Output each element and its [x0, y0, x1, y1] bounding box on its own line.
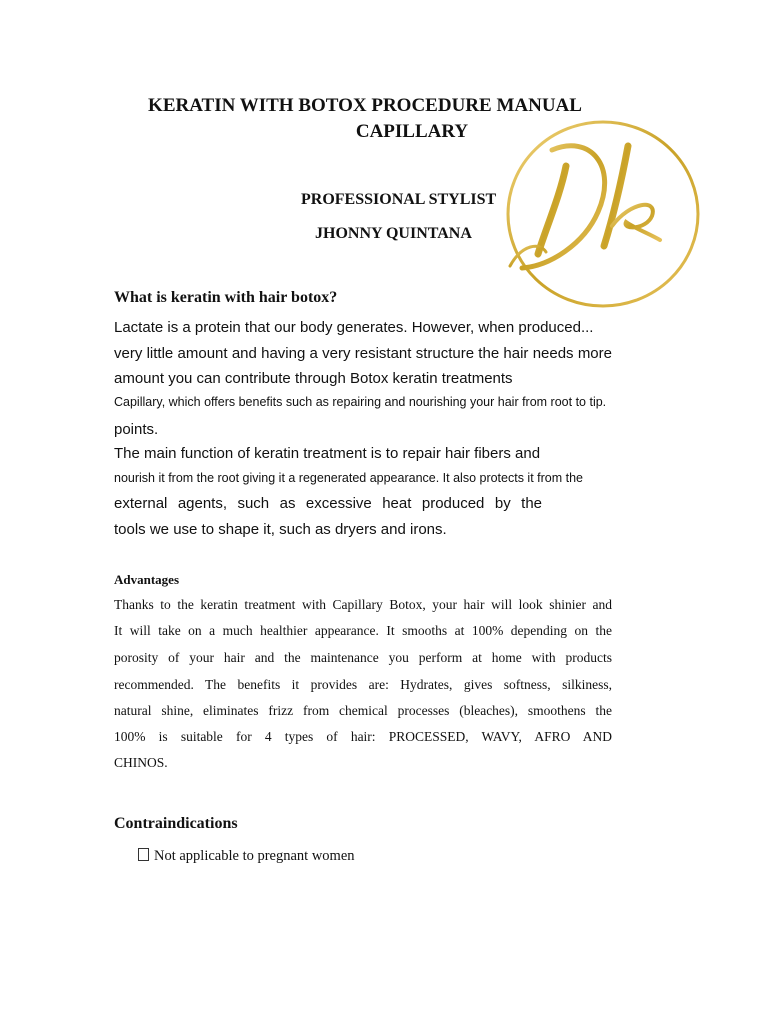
- stylist-name: JHONNY QUINTANA: [315, 225, 472, 242]
- paragraph-line: It will take on a much healthier appearance. It smooths at 100% depending on the: [114, 623, 612, 638]
- bullet-box-icon: [138, 848, 149, 861]
- paragraph-line: amount you can contribute through Botox keratin treatments: [114, 370, 513, 387]
- paragraph-line: points.: [114, 421, 159, 438]
- dk-monogram-logo: [500, 116, 702, 312]
- paragraph-line: natural shine, eliminates frizz from chemical processes (bleaches), smoothens the: [114, 703, 612, 718]
- section-heading-contraindications: Contraindications: [114, 815, 238, 832]
- paragraph-line: porosity of your hair and the maintenance you perform at home with products: [114, 650, 612, 665]
- paragraph-line: Capillary, which offers benefits such as repairing and nourishing your hair from root to tip.: [114, 395, 607, 409]
- stylist-role: PROFESSIONAL STYLIST: [301, 191, 497, 208]
- contraindication-text: Not applicable to pregnant women: [154, 848, 355, 864]
- paragraph-line: tools we use to shape it, such as dryers and irons.: [114, 521, 447, 538]
- contraindication-list-item: [138, 848, 355, 865]
- paragraph-line: CHINOS.: [114, 755, 168, 770]
- paragraph-line: Lactate is a protein that our body generates. However, when produced...: [114, 319, 594, 336]
- document-title-line-2: CAPILLARY: [355, 121, 469, 142]
- paragraph-line: 100% is suitable for 4 types of hair: PROCESSED, WAVY, AFRO AND: [114, 729, 612, 744]
- section-heading-advantages: Advantages: [114, 572, 180, 587]
- paragraph-line: recommended. The benefits it provides are: Hydrates, gives softness, silkiness,: [114, 677, 612, 692]
- paragraph-line: The main function of keratin treatment is to repair hair fibers and: [114, 445, 541, 462]
- paragraph-line: external agents, such as excessive heat produced by the: [114, 495, 542, 512]
- paragraph-line: Thanks to the keratin treatment with Capillary Botox, your hair will look shinier and: [114, 597, 612, 612]
- document-title-line-1: KERATIN WITH BOTOX PROCEDURE MANUAL: [148, 95, 582, 116]
- paragraph-line: very little amount and having a very resistant structure the hair needs more: [114, 345, 612, 362]
- paragraph-line: nourish it from the root giving it a regenerated appearance. It also protects it from the: [114, 471, 584, 485]
- section-heading-what-is-keratin: What is keratin with hair botox?: [114, 289, 338, 306]
